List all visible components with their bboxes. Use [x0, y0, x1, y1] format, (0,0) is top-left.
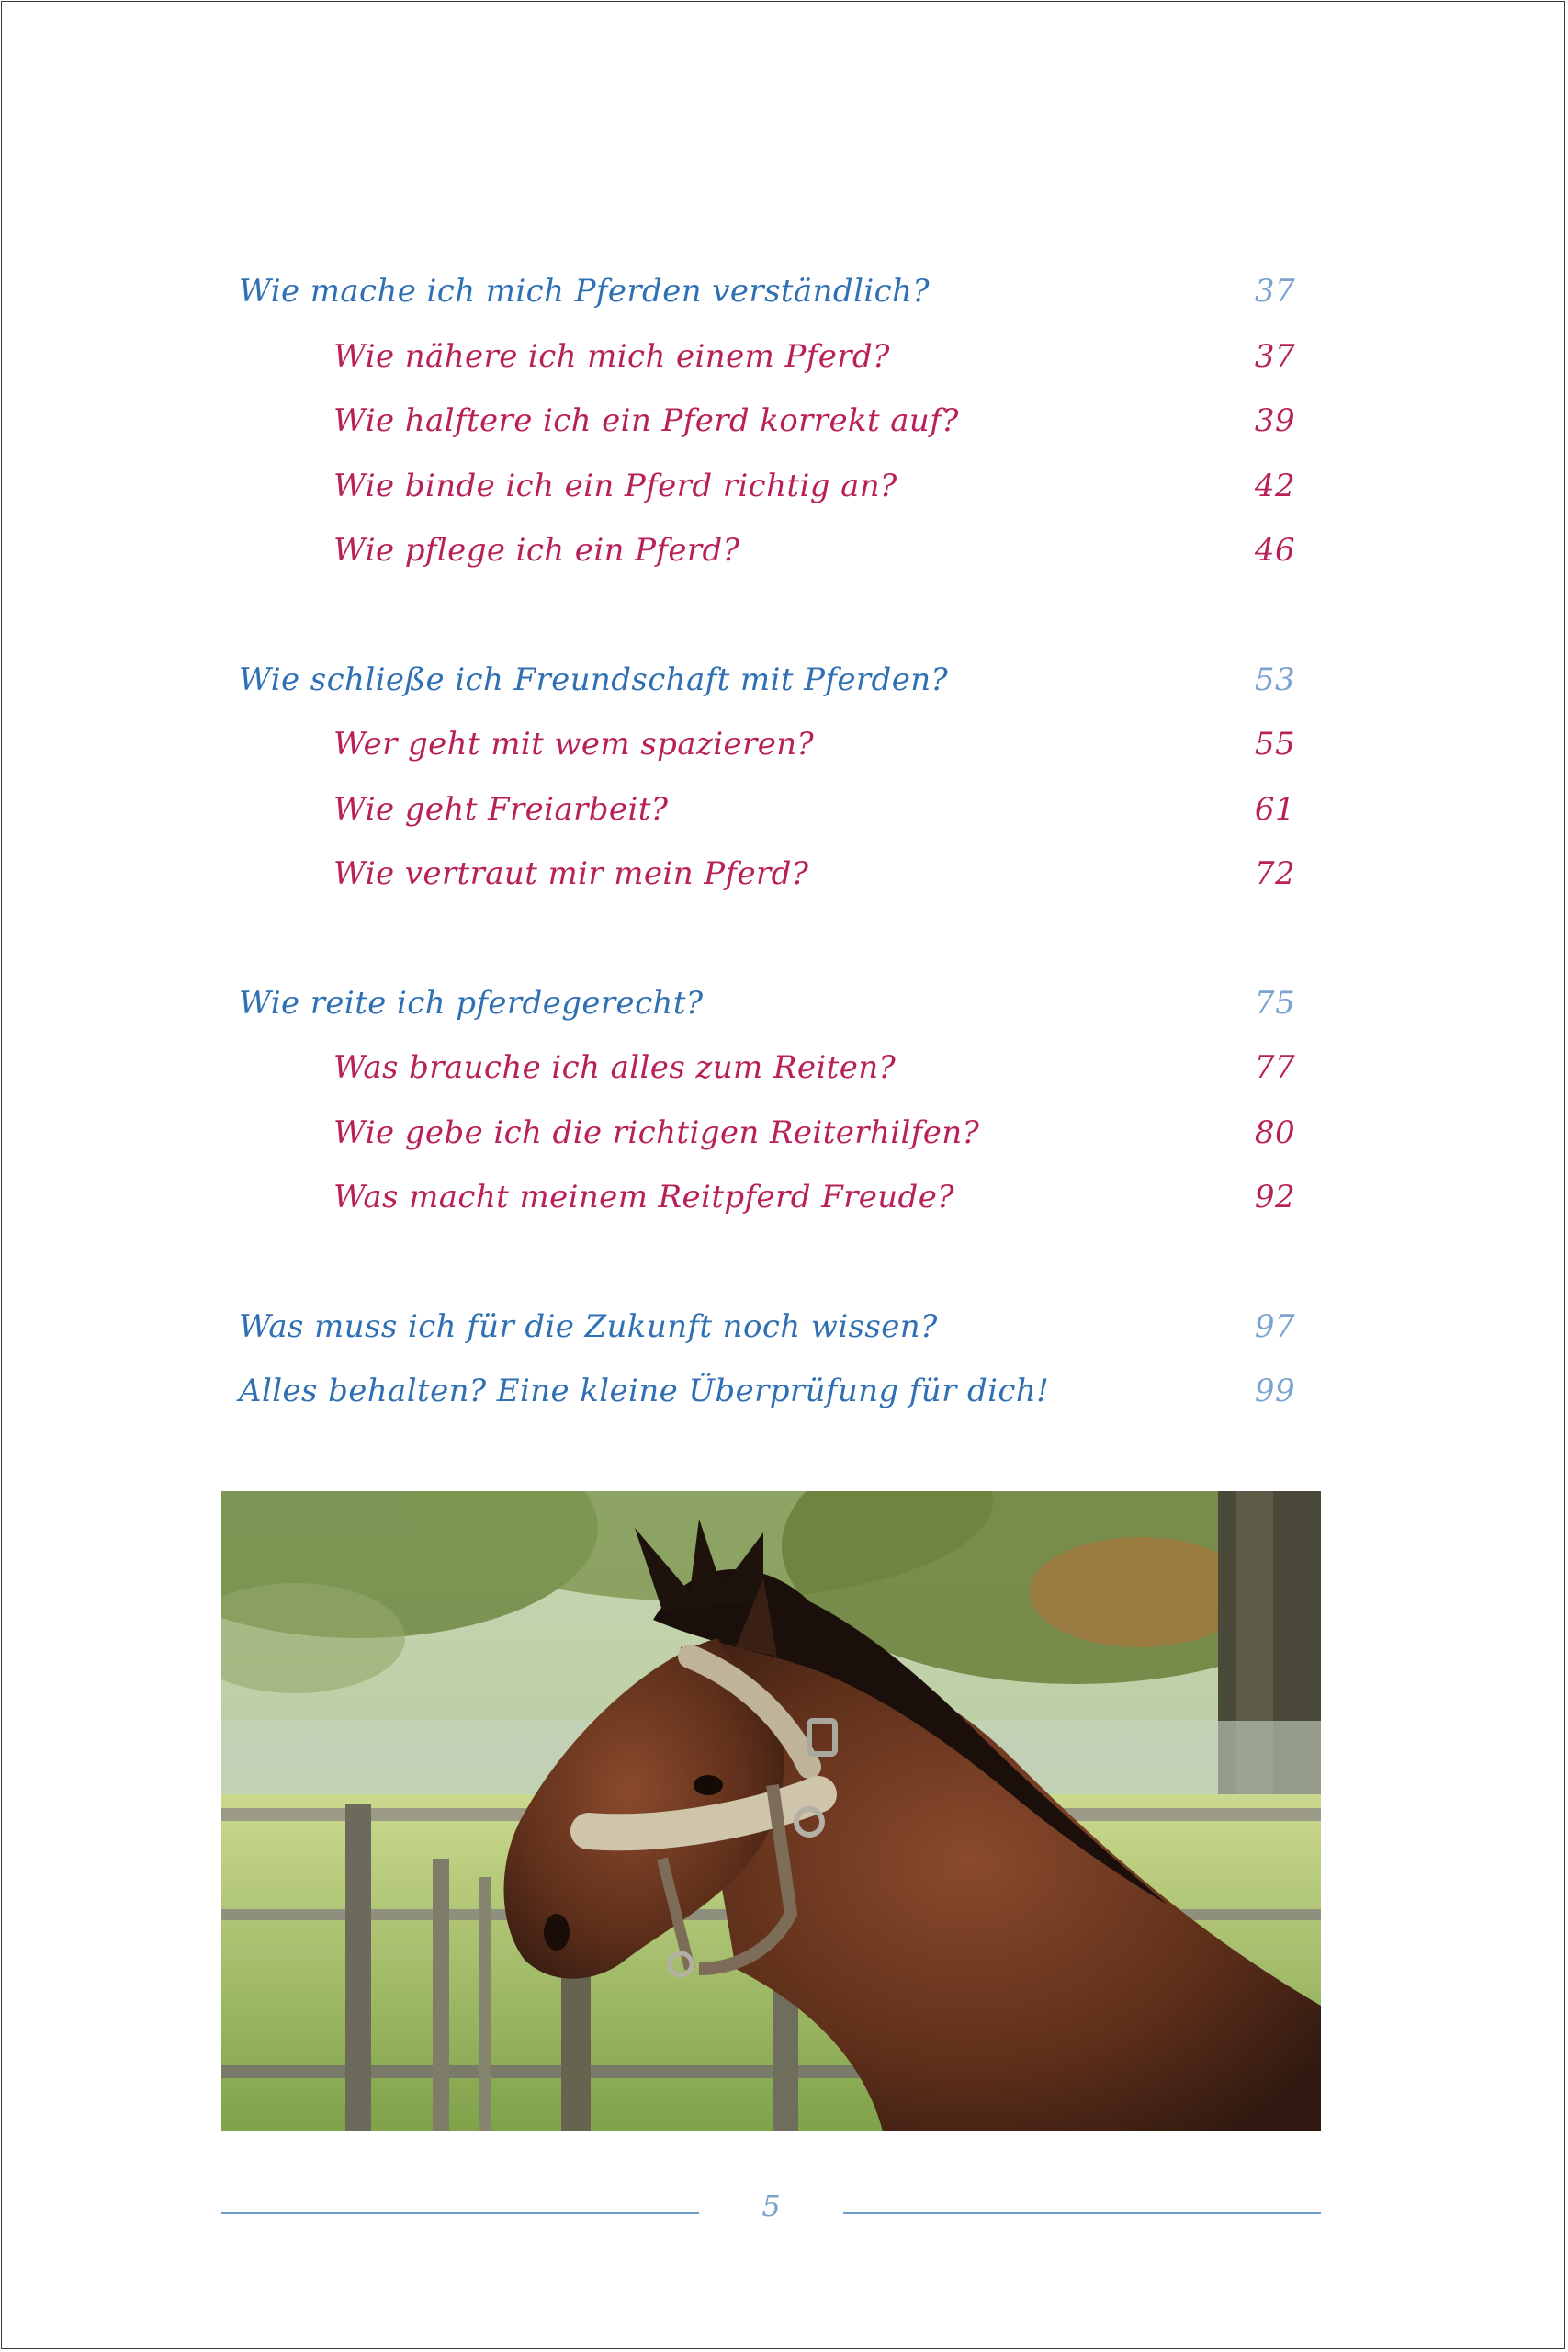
toc-page-number: 97: [1254, 1307, 1295, 1345]
toc-page-number: 53: [1254, 661, 1295, 698]
toc-page-number: 61: [1254, 790, 1295, 828]
toc-section-entry[interactable]: [239, 454, 1295, 519]
toc-chapter-title: Alles behalten? Eine kleine Überprüfung für dich!: [239, 1373, 1050, 1409]
toc-page-number: 92: [1254, 1179, 1295, 1216]
toc-section-entry[interactable]: [239, 324, 1295, 390]
toc-section-entry[interactable]: [239, 1165, 1295, 1230]
toc-page-number: 72: [1254, 855, 1295, 892]
toc-chapter-entry[interactable]: [239, 971, 1295, 1036]
horse-photo: [221, 1491, 1321, 2132]
toc-section-entry[interactable]: [239, 842, 1295, 907]
page-number: 5: [761, 2188, 781, 2223]
toc-section-entry[interactable]: [239, 1035, 1295, 1101]
horse-photo-illustration: [221, 1491, 1321, 2132]
toc-section-entry[interactable]: [239, 389, 1295, 454]
toc-section-entry[interactable]: [239, 712, 1295, 777]
toc-section-entry[interactable]: [239, 777, 1295, 842]
toc-section-title: Wie vertraut mir mein Pferd?: [333, 855, 809, 892]
toc-section-title: Wie geht Freiarbeit?: [333, 790, 669, 828]
toc-page-number: 37: [1254, 337, 1295, 375]
toc-section-title: Was macht meinem Reitpferd Freude?: [333, 1179, 954, 1216]
toc-section-title: Wie nähere ich mich einem Pferd?: [333, 337, 890, 375]
toc-section-title: Wer geht mit wem spazieren?: [333, 726, 815, 763]
toc-chapter-title: Was muss ich für die Zukunft noch wissen?: [239, 1307, 938, 1345]
toc-chapter-entry[interactable]: [239, 1359, 1295, 1424]
toc-section-title: Wie gebe ich die richtigen Reiterhilfen?: [333, 1114, 980, 1151]
toc-page-number: 42: [1254, 467, 1295, 504]
toc-page-number: 77: [1254, 1049, 1295, 1086]
toc-page-number: 75: [1254, 984, 1295, 1022]
toc-page-number: 39: [1254, 402, 1295, 439]
toc-section-title: Wie halftere ich ein Pferd korrekt auf?: [333, 402, 959, 439]
toc-section-title: Was brauche ich alles zum Reiten?: [333, 1049, 897, 1086]
toc-chapter-entry[interactable]: [239, 259, 1295, 324]
toc-chapter-title: Wie schließe ich Freundschaft mit Pferden?: [239, 661, 949, 698]
toc-page-number: 37: [1254, 273, 1295, 310]
toc-chapter-title: Wie mache ich mich Pferden verständlich?: [239, 273, 930, 310]
toc-section-entry[interactable]: [239, 1101, 1295, 1166]
toc-section-title: Wie pflege ich ein Pferd?: [333, 532, 740, 569]
toc-section-title: Wie binde ich ein Pferd richtig an?: [333, 467, 897, 504]
table-of-contents: [239, 259, 1295, 1424]
toc-chapter-title: Wie reite ich pferdegerecht?: [239, 984, 704, 1022]
toc-page-number: 99: [1254, 1373, 1295, 1409]
toc-group: [239, 1295, 1295, 1424]
footer-rule-right: [843, 2212, 1321, 2214]
toc-page-number: 80: [1254, 1114, 1295, 1151]
toc-page-number: 46: [1254, 532, 1295, 569]
toc-chapter-entry[interactable]: [239, 648, 1295, 713]
toc-section-entry[interactable]: [239, 518, 1295, 583]
toc-group: [239, 259, 1295, 583]
toc-chapter-entry[interactable]: [239, 1295, 1295, 1360]
toc-group: [239, 648, 1295, 907]
toc-group: [239, 971, 1295, 1230]
toc-page-number: 55: [1254, 726, 1295, 763]
footer-rule-left: [221, 2212, 699, 2214]
